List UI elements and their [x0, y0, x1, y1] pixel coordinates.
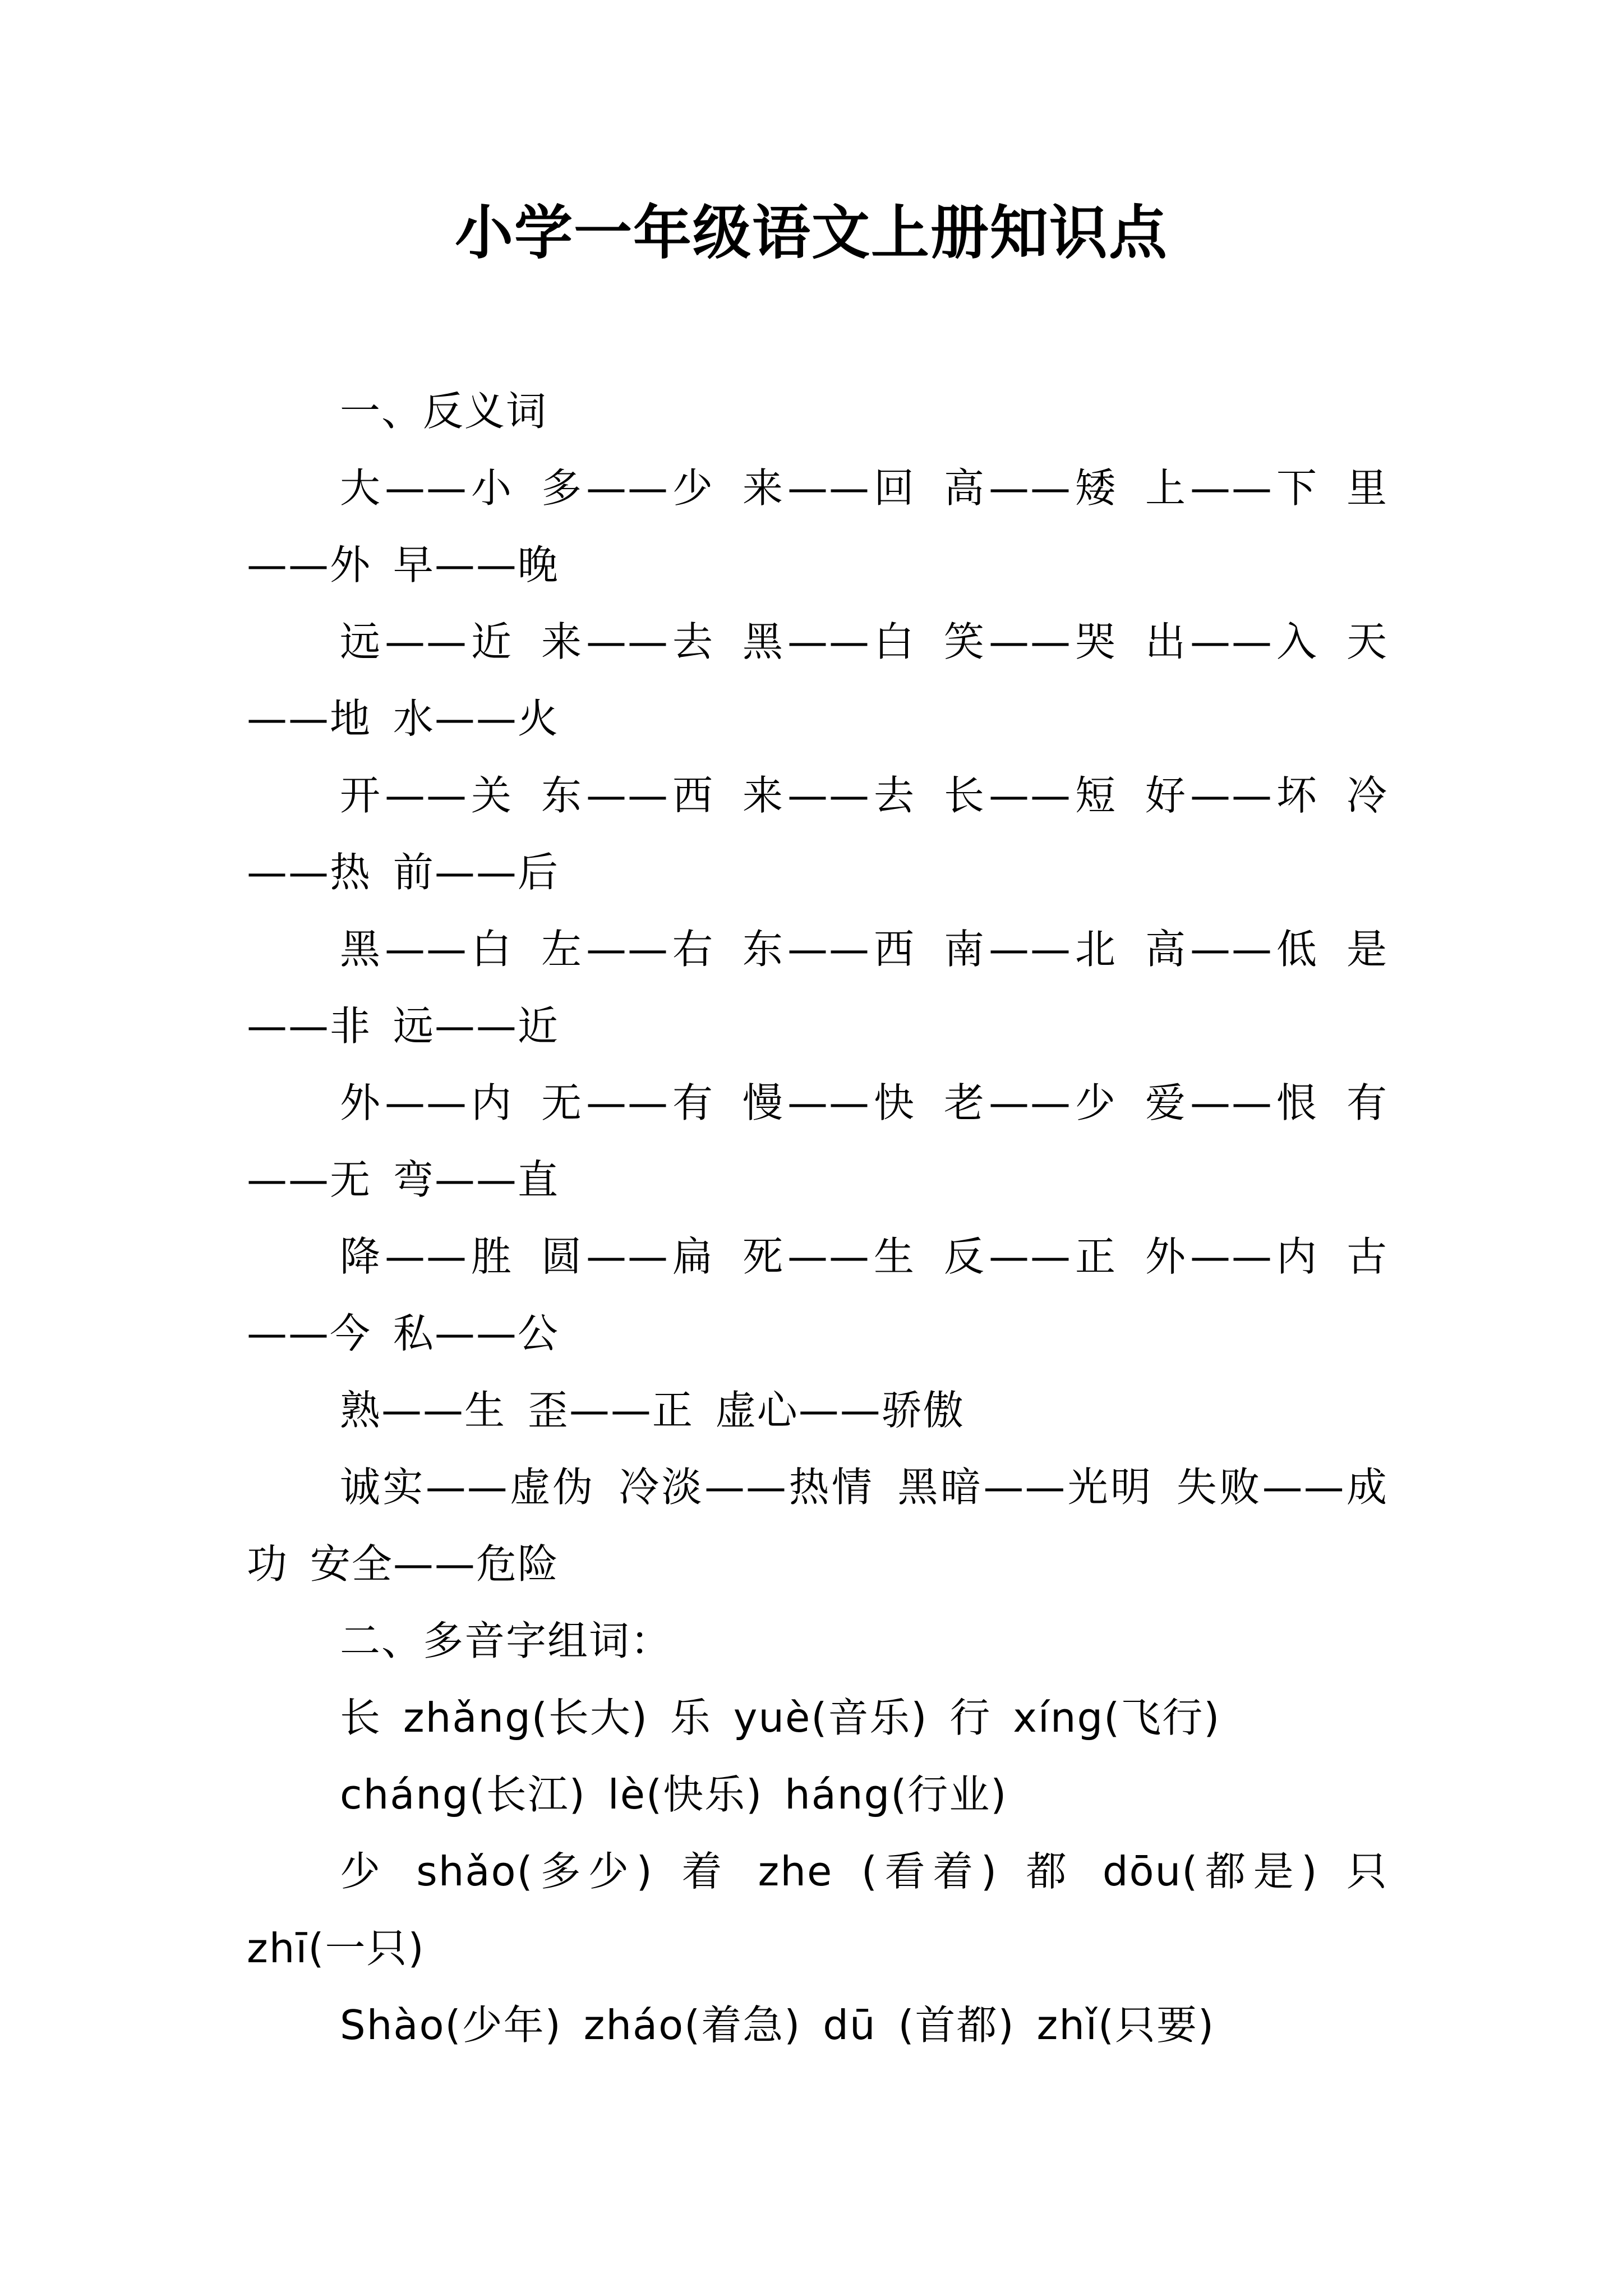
polyphone-line: Shào(少年) zháo(着急) dū (首都) zhǐ(只要) [340, 2001, 1215, 2049]
polyphone-line: 少 shǎo(多少) 着 zhe (看着) 都 dōu(都是) 只 zhī(一只) [247, 1848, 1388, 1972]
antonym-line: 降——胜 圆——扁 死——生 反——正 外——内 古——今 私——公 [247, 1233, 1388, 1357]
document-body [247, 373, 1388, 2064]
antonym-line: 大——小 多——少 来——回 高——矮 上——下 里——外 早——晚 [247, 464, 1388, 588]
polyphone-line: 长 zhǎng(长大) 乐 yuè(音乐) 行 xíng(飞行) [340, 1694, 1221, 1741]
antonym-line: 黑——白 左——右 东——西 南——北 高——低 是——非 远——近 [247, 926, 1388, 1050]
section-heading-antonyms: 一、反义词 [340, 388, 548, 435]
section-heading-polyphones: 二、多音字组词： [340, 1617, 672, 1664]
polyphone-line: cháng(长江) lè(快乐) háng(行业) [340, 1771, 1008, 1818]
antonym-line: 熟——生 歪——正 虚心——骄傲 [340, 1387, 965, 1434]
antonym-line: 诚实——虚伪 冷淡——热情 黑暗——光明 失败——成功 安全——危险 [247, 1464, 1388, 1588]
antonym-line: 远——近 来——去 黑——白 笑——哭 出——入 天——地 水——火 [247, 618, 1388, 742]
document-title: 小学一年级语文上册知识点 [454, 198, 1168, 267]
antonym-line: 开——关 东——西 来——去 长——短 好——坏 冷——热 前——后 [247, 772, 1388, 896]
antonym-line: 外——内 无——有 慢——快 老——少 爱——恨 有——无 弯——直 [247, 1079, 1388, 1203]
